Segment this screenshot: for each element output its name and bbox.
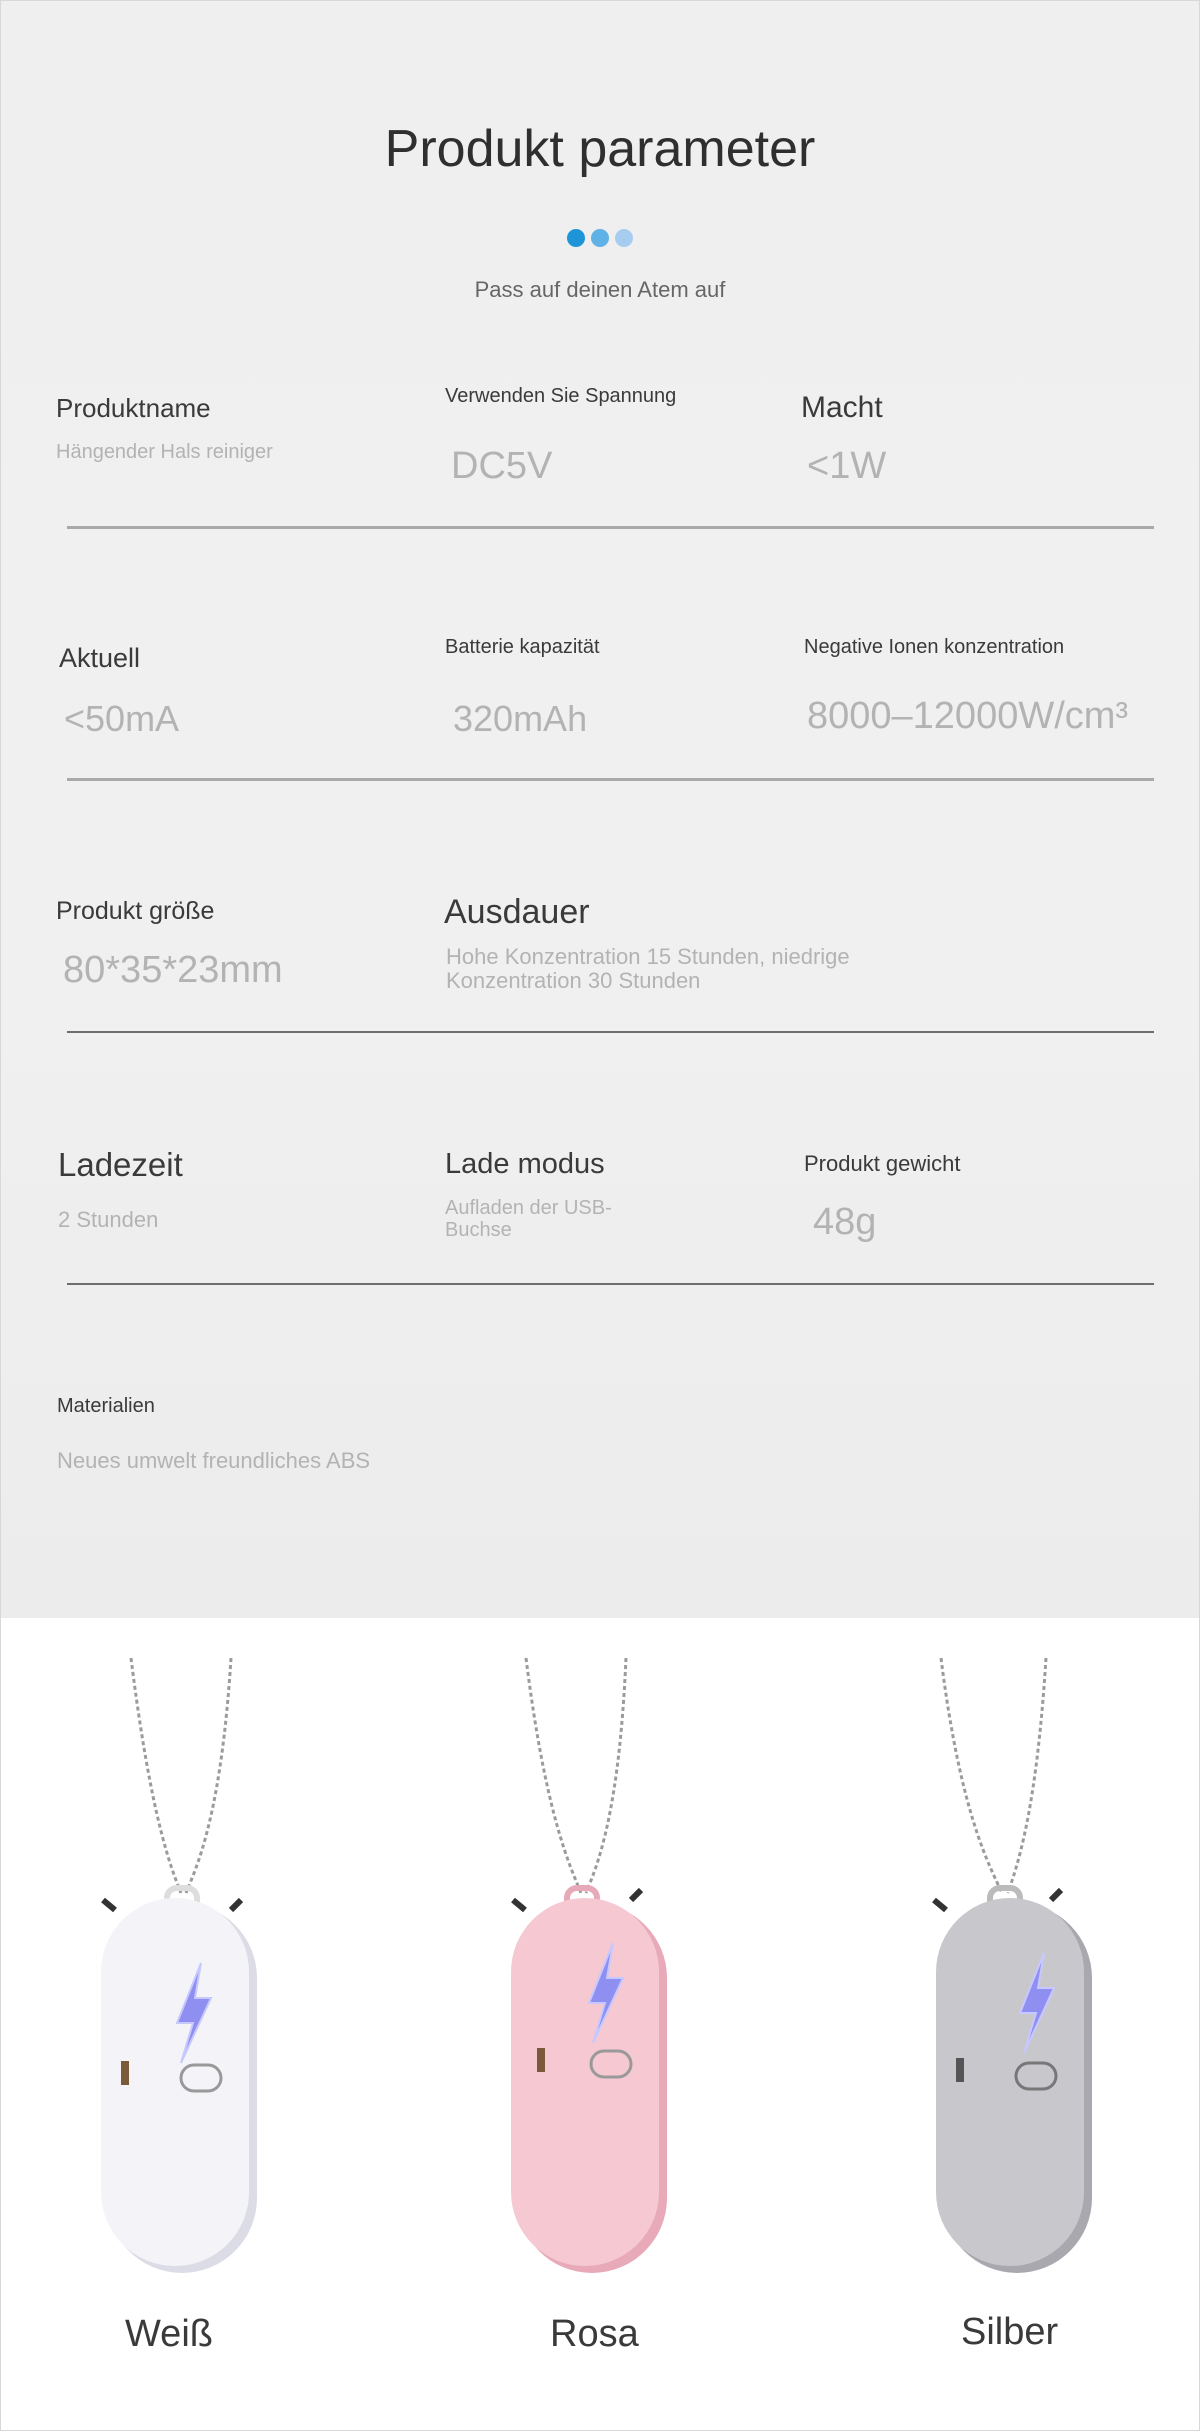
spec-label-current: Aktuell [59, 643, 141, 673]
spec-label-voltage: Verwenden Sie Spannung [445, 385, 677, 407]
product-variant-pink[interactable] [491, 1618, 731, 2288]
spec-label-size: Produkt größe [56, 897, 215, 925]
product-variant-silver[interactable] [916, 1618, 1156, 2288]
color-variants-section [1, 1618, 1199, 2430]
spec-value-product-name: Hängender Hals reiniger [56, 441, 273, 463]
section-title: Produkt parameter [384, 120, 816, 178]
spec-value-endurance: Hohe Konzentration 15 Stunden, niedrige Konzentration 30 Stunden [446, 944, 850, 993]
dot-3 [615, 229, 633, 247]
spec-label-battery: Batterie kapazität [445, 636, 600, 658]
spec-value-voltage: DC5V [451, 445, 553, 487]
spec-value-material: Neues umwelt freundliches ABS [57, 1448, 371, 1473]
divider-4 [67, 1283, 1154, 1285]
section-subtitle: Pass auf deinen Atem auf [474, 277, 726, 302]
spec-value-battery: 320mAh [453, 698, 588, 739]
divider-1 [67, 526, 1154, 529]
spec-label-ion-concentration: Negative Ionen konzentration [804, 636, 1065, 658]
spec-value-weight: 48g [813, 1201, 877, 1243]
spec-label-material: Materialien [57, 1395, 155, 1417]
spec-label-power: Macht [801, 391, 883, 424]
spec-label-product-name: Produktname [56, 393, 211, 423]
variant-label-white: Weiß [125, 2313, 213, 2355]
divider-2 [67, 778, 1154, 781]
spec-label-charge-time: Ladezeit [58, 1146, 183, 1183]
spec-label-endurance: Ausdauer [444, 893, 590, 931]
spec-value-charge-time: 2 Stunden [58, 1207, 159, 1232]
necklace-purifier-icon [491, 1618, 731, 2288]
spec-label-weight: Produkt gewicht [804, 1151, 961, 1176]
spec-value-charge-mode: Aufladen der USB-Buchse [445, 1197, 612, 1241]
product-variant-white[interactable] [81, 1618, 321, 2288]
spec-label-charge-mode: Lade modus [445, 1148, 605, 1180]
product-parameters-section [1, 1, 1199, 1618]
divider-3 [67, 1031, 1154, 1033]
spec-value-current: <50mA [64, 698, 180, 739]
variant-label-pink: Rosa [550, 2313, 639, 2355]
spec-value-power: <1W [807, 445, 887, 487]
dot-2 [591, 229, 609, 247]
necklace-purifier-icon [916, 1618, 1156, 2288]
spec-value-ion-concentration: 8000–12000W/cm³ [807, 695, 1129, 737]
variant-label-silver: Silber [961, 2311, 1059, 2353]
device-body [511, 1898, 659, 2266]
decorative-dots [1, 229, 1199, 247]
spec-value-size: 80*35*23mm [63, 949, 283, 991]
necklace-purifier-icon [81, 1618, 321, 2288]
dot-1 [567, 229, 585, 247]
